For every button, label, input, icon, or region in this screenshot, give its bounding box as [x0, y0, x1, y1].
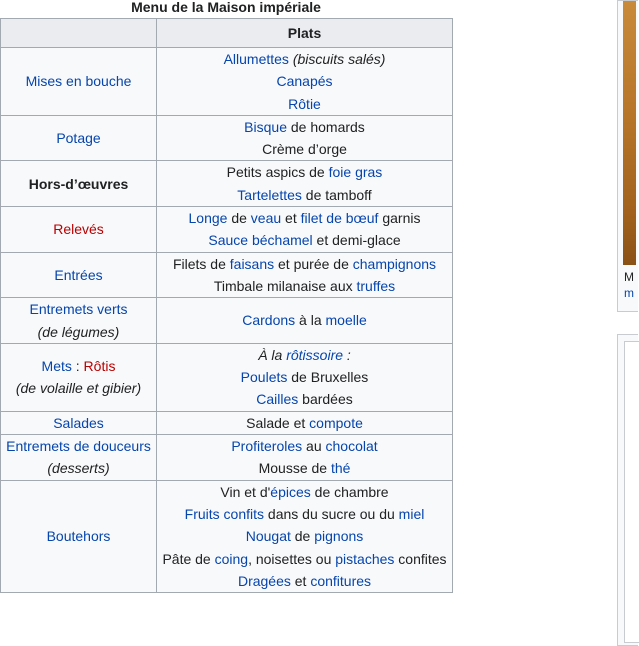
dish-line [161, 570, 448, 592]
table-row [1, 411, 453, 434]
plain-text: de [290, 528, 315, 545]
plain-text: et [290, 572, 311, 589]
wiki-link[interactable]: chocolat [325, 438, 378, 455]
wiki-link[interactable]: Bisque [244, 118, 287, 135]
dish-line [161, 388, 448, 410]
red-link[interactable]: Rôtis [83, 358, 116, 374]
plain-text: Mousse de [258, 460, 331, 477]
wiki-link[interactable]: compote [309, 414, 363, 431]
plain-text: de [227, 210, 251, 227]
wiki-link[interactable]: faisans [229, 255, 275, 272]
dishes-cell [157, 252, 453, 298]
wiki-link[interactable]: veau [250, 210, 282, 227]
thumbnail-caption-line1: M [624, 270, 634, 284]
row-label [1, 48, 157, 116]
dish-line [161, 548, 448, 570]
dish-line [161, 116, 448, 138]
wiki-link[interactable]: Entremets verts [29, 301, 128, 318]
plain-text: et [281, 210, 301, 227]
plain-text: et demi-glace [312, 232, 401, 249]
plain-text: Pâte de [162, 550, 215, 567]
plain-text: garnis [378, 210, 421, 227]
wiki-link[interactable]: filet de bœuf [300, 210, 379, 227]
italic-text: (de volaille et gibier) [15, 380, 142, 397]
dishes-cell [157, 298, 453, 344]
wiki-link[interactable]: Nougat [245, 528, 291, 545]
table-row [1, 252, 453, 298]
plain-text: de Bruxelles [287, 369, 369, 386]
dish-line [161, 138, 448, 160]
italic-text: (de légumes) [37, 323, 120, 340]
plain-text: Petits aspics de [226, 164, 329, 181]
dish-line [161, 184, 448, 206]
row-label [1, 115, 157, 161]
painting-image[interactable] [623, 1, 636, 265]
dish-line [161, 70, 448, 92]
wiki-link[interactable]: foie gras [328, 164, 383, 181]
table-row [1, 298, 453, 344]
dish-line [161, 435, 448, 457]
dishes-cell [157, 115, 453, 161]
wiki-link[interactable]: coing [214, 550, 249, 567]
row-label-text: Hors-d’œuvres [28, 175, 129, 192]
italic-text: (desserts) [47, 460, 110, 477]
plain-text: de homards [286, 118, 365, 135]
dishes-cell [157, 411, 453, 434]
label-line [5, 457, 152, 479]
dish-line [161, 207, 448, 229]
plain-text: à la [295, 312, 326, 329]
plain-text: Timbale milanaise aux [213, 277, 357, 294]
label-line [5, 412, 152, 434]
wiki-link[interactable]: miel [398, 505, 425, 522]
dish-line [161, 309, 448, 331]
wiki-link[interactable]: Allumettes [223, 51, 289, 67]
wiki-link[interactable]: Entrées [54, 266, 103, 283]
menu-table [0, 18, 453, 593]
wiki-link[interactable]: Potage [56, 130, 101, 147]
row-label [1, 411, 157, 434]
wiki-link[interactable]: Cailles [256, 391, 299, 408]
plain-text: de tamboff [301, 186, 372, 203]
wiki-link[interactable]: Fruits confits [184, 505, 265, 522]
dishes-cell [157, 207, 453, 253]
thumbnail-box-2 [617, 334, 638, 646]
plain-text: au [302, 438, 326, 455]
italic-text: : [343, 346, 351, 363]
dish-line [161, 48, 448, 70]
wiki-link[interactable]: truffes [356, 277, 396, 294]
wiki-link[interactable]: confitures [310, 572, 372, 589]
dishes-cell [157, 480, 453, 592]
row-label [1, 343, 157, 411]
wiki-link[interactable]: Mets [41, 358, 72, 374]
dish-line [161, 366, 448, 388]
plain-text: Salade et [246, 414, 310, 431]
row-label [1, 252, 157, 298]
plain-text: Vin et d' [220, 483, 271, 500]
dish-line [161, 481, 448, 503]
table-caption: Menu de la Maison impériale [131, 0, 321, 15]
thumbnail-caption [624, 269, 634, 301]
dish-line [161, 275, 448, 297]
wiki-link[interactable]: Salades [53, 414, 104, 431]
thumbnail-caption-link[interactable]: m [624, 286, 634, 300]
wiki-link[interactable]: Rôtie [288, 95, 321, 112]
wiki-link[interactable]: moelle [325, 312, 367, 329]
dishes-cell [157, 343, 453, 411]
dish-line [161, 161, 448, 183]
plain-text: de chambre [310, 483, 389, 500]
plain-text: bardées [298, 391, 353, 408]
label-line [5, 127, 152, 149]
wiki-link[interactable]: Poulets [240, 369, 288, 386]
wiki-link[interactable]: Boutehors [46, 528, 111, 545]
wiki-link[interactable]: Dragées [237, 572, 291, 589]
header-plats: Plats [157, 19, 453, 48]
label-line [5, 377, 152, 399]
dishes-cell [157, 48, 453, 116]
row-label [1, 207, 157, 253]
header-empty-cell [1, 19, 157, 48]
plain-text: Crème d’orge [262, 141, 347, 158]
wiki-link[interactable]: pignons [314, 528, 364, 545]
table-row [1, 48, 453, 116]
row-label [1, 435, 157, 481]
wiki-link[interactable]: Tartelettes [237, 186, 302, 203]
wiki-link[interactable]: Longe [188, 210, 228, 227]
label-line [5, 218, 152, 240]
label-line [5, 355, 152, 377]
wiki-link[interactable]: épices [270, 483, 311, 500]
dishes-cell [157, 161, 453, 207]
dish-line [161, 525, 448, 547]
label-line [5, 298, 152, 320]
row-label [1, 480, 157, 592]
label-line [5, 264, 152, 286]
red-link[interactable]: Relevés [53, 221, 104, 238]
label-line [5, 173, 152, 195]
row-label [1, 298, 157, 344]
dish-line [161, 412, 448, 434]
table-row [1, 480, 453, 592]
plain-text: dans du sucre ou du [264, 505, 399, 522]
label-line [5, 435, 152, 457]
table-row [1, 435, 453, 481]
dish-line [161, 93, 448, 115]
dish-line [161, 253, 448, 275]
wiki-link[interactable]: Profiteroles [231, 438, 303, 455]
menu-body [1, 48, 453, 593]
wiki-link[interactable]: Mises en bouche [25, 73, 132, 90]
wiki-link[interactable]: Cardons [242, 312, 296, 329]
header-row [1, 19, 453, 48]
italic-text: À la [258, 346, 287, 363]
plain-text: et purée de [274, 255, 353, 272]
row-label [1, 161, 157, 207]
dish-line [161, 503, 448, 525]
wiki-link[interactable]: Canapés [276, 73, 333, 90]
label-line [5, 525, 152, 547]
label-line [5, 70, 152, 92]
wiki-link[interactable]: thé [330, 460, 351, 477]
wiki-link[interactable]: pistaches [335, 550, 395, 567]
thumbnail-inner [624, 341, 639, 643]
table-row [1, 207, 453, 253]
dish-line [161, 229, 448, 251]
dish-line [161, 457, 448, 479]
thumbnail-box [617, 0, 638, 312]
table-row [1, 343, 453, 411]
wiki-link[interactable]: rôtissoire [286, 346, 344, 363]
dish-line [161, 344, 448, 366]
wiki-link[interactable]: Sauce béchamel [208, 232, 313, 249]
dishes-cell [157, 435, 453, 481]
wiki-link[interactable]: champignons [352, 255, 437, 272]
table-row [1, 161, 453, 207]
wiki-link[interactable]: Entremets de douceurs [6, 438, 151, 455]
plain-text: Filets de [172, 255, 230, 272]
label-line [5, 321, 152, 343]
table-row [1, 115, 453, 161]
italic-text: (biscuits salés) [292, 51, 386, 67]
plain-text: confites [394, 550, 447, 567]
plain-text: : [71, 358, 84, 374]
plain-text: , noisettes ou [248, 550, 336, 567]
